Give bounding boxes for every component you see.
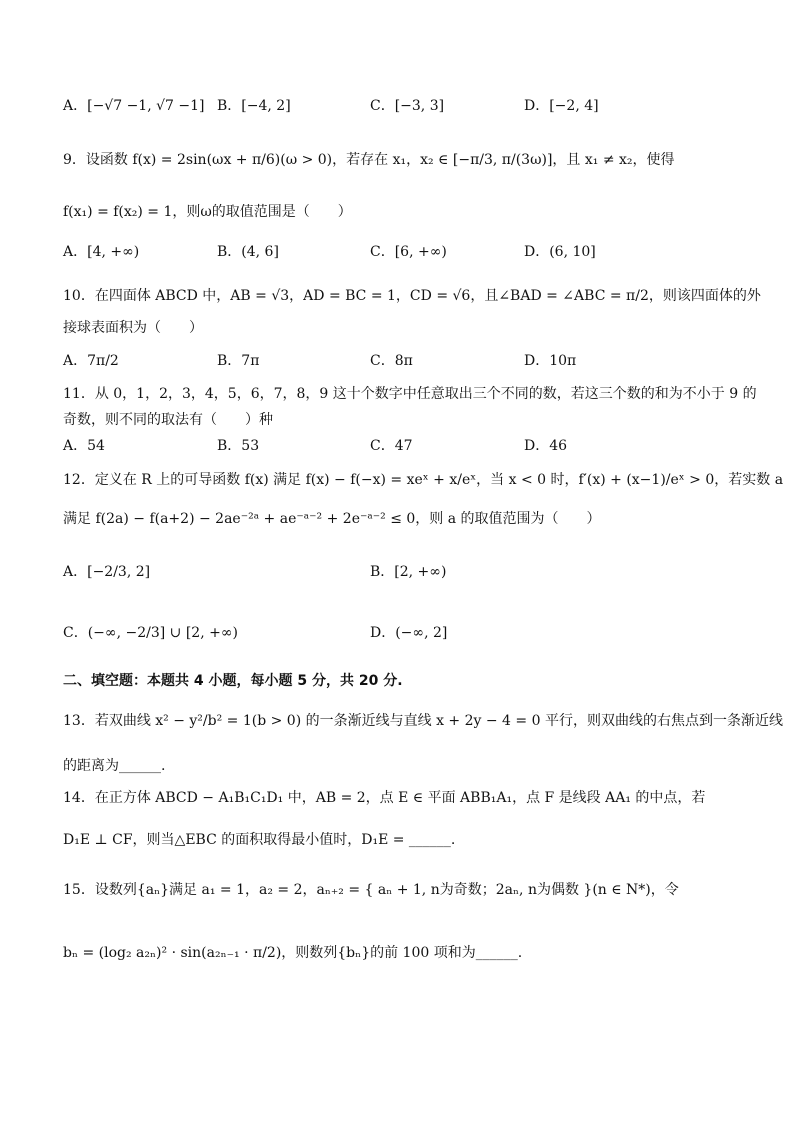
q13-stem-line1: 13．若双曲线 x² − y²/b² = 1(b > 0) 的一条渐近线与直线 x + 2y − 4 = 0 平行，则双曲线的右焦点到一条渐近线 <box>63 713 783 729</box>
q12-option-c: C．(−∞, −2/3] ∪ [2, +∞) <box>63 625 238 641</box>
q9-option-b: B．(4, 6] <box>217 244 279 260</box>
q12-stem-line2: 满足 f(2a) − f(a+2) − 2ae⁻²ᵃ + ae⁻ᵃ⁻² + 2e⁻ᵃ⁻² ≤ 0，则 a 的取值范围为（ ） <box>63 511 601 527</box>
q11-option-c: C．47 <box>370 438 413 454</box>
q12-option-a: A．[−2/3, 2] <box>63 564 151 580</box>
q11-option-d: D．46 <box>524 438 568 454</box>
q12-option-d: D．(−∞, 2] <box>370 625 448 641</box>
q8-option-c: C．[−3, 3] <box>370 98 445 114</box>
q9-stem-line1: 9．设函数 f(x) = 2sin(ωx + π/6)(ω > 0)，若存在 x₁，x₂ ∈ [−π/3, π/(3ω)]，且 x₁ ≠ x₂，使得 <box>63 152 675 168</box>
q10-option-c: C．8π <box>370 353 413 369</box>
q9-option-c: C．[6, +∞) <box>370 244 447 260</box>
q9-option-d: D．(6, 10] <box>524 244 596 260</box>
q13-stem-line2: 的距离为______. <box>63 758 166 774</box>
q14-stem-line1: 14．在正方体 ABCD − A₁B₁C₁D₁ 中，AB = 2，点 E ∈ 平面 ABB₁A₁，点 F 是线段 AA₁ 的中点，若 <box>63 790 706 806</box>
q11-stem-line2: 奇数，则不同的取法有（ ）种 <box>63 412 273 428</box>
q10-option-a: A．7π/2 <box>63 353 119 369</box>
q8-option-d: D．[−2, 4] <box>524 98 599 114</box>
q11-stem-line1: 11．从 0，1，2，3，4，5，6，7，8，9 这十个数字中任意取出三个不同的数，若这三个数的和为不小于 9 的 <box>63 386 757 402</box>
q11-option-b: B．53 <box>217 438 260 454</box>
q10-stem-line2: 接球表面积为（ ） <box>63 320 203 336</box>
q10-option-d: D．10π <box>524 353 577 369</box>
q8-option-b: B．[−4, 2] <box>217 98 291 114</box>
q12-stem-line1: 12．定义在 R 上的可导函数 f(x) 满足 f(x) − f(−x) = xeˣ + x/eˣ，当 x < 0 时，f′(x) + (x−1)/eˣ > 0，若实数 a <box>63 472 784 488</box>
section-2-title: 二、填空题：本题共 4 小题，每小题 5 分，共 20 分. <box>63 673 403 689</box>
q14-stem-line2: D₁E ⊥ CF，则当△EBC 的面积取得最小值时，D₁E = ______. <box>63 832 456 848</box>
q15-stem-line1: 15．设数列{aₙ}满足 a₁ = 1，a₂ = 2，aₙ₊₂ = { aₙ + 1, n为奇数；2aₙ, n为偶数 }(n ∈ N*)，令 <box>63 882 679 898</box>
q9-stem-line2: f(x₁) = f(x₂) = 1，则ω的取值范围是（ ） <box>63 204 352 220</box>
q11-option-a: A．54 <box>63 438 105 454</box>
q9-option-a: A．[4, +∞) <box>63 244 140 260</box>
q15-stem-line2: bₙ = (log₂ a₂ₙ)² · sin(a₂ₙ₋₁ · π/2)，则数列{bₙ}的前 100 项和为______. <box>63 945 523 961</box>
q10-option-b: B．7π <box>217 353 260 369</box>
q8-option-a: A．[−√7 −1, √7 −1] <box>63 98 205 114</box>
q12-option-b: B．[2, +∞) <box>370 564 447 580</box>
q10-stem-line1: 10．在四面体 ABCD 中，AB = √3，AD = BC = 1，CD = √6，且∠BAD = ∠ABC = π/2，则该四面体的外 <box>63 288 761 304</box>
